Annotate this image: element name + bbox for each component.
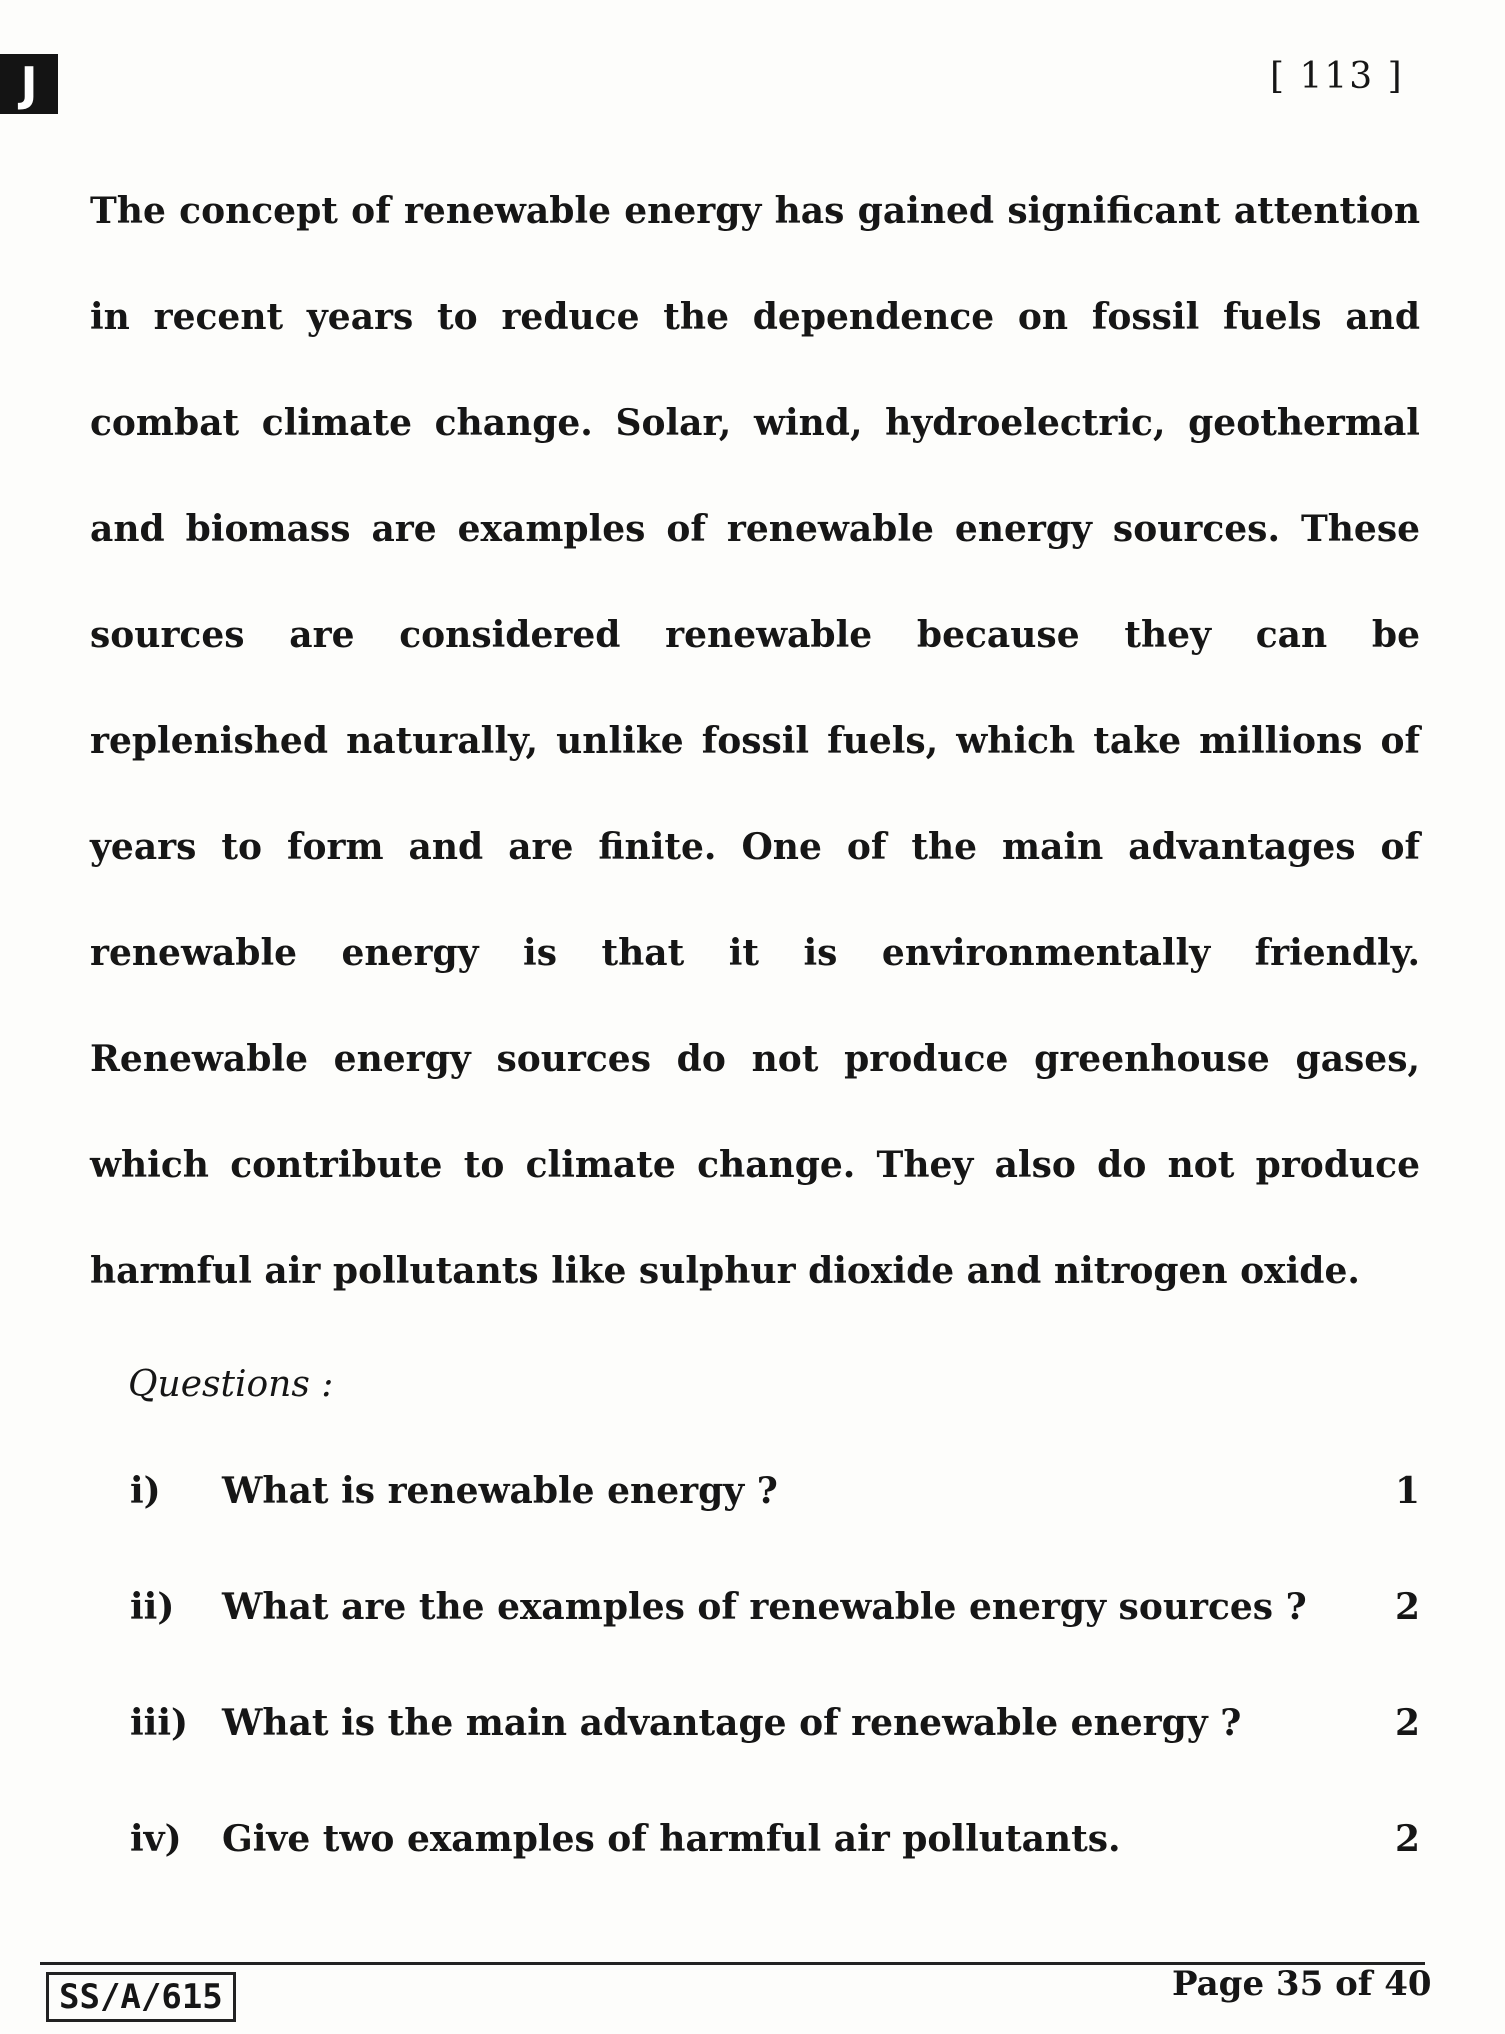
question-marks: 1 xyxy=(1394,1470,1420,1512)
question-number: i) xyxy=(130,1470,161,1512)
page-footer: Page 35 of 40 xyxy=(1172,1964,1432,2004)
question-text: What is the main advantage of renewable energy ? xyxy=(222,1702,1242,1744)
question-item xyxy=(130,1818,1420,1934)
question-text: Give two examples of harmful air pollutants. xyxy=(222,1818,1121,1860)
question-item xyxy=(130,1702,1420,1818)
questions-heading: Questions : xyxy=(128,1364,334,1405)
paper-code: SS/A/615 xyxy=(46,1972,236,2022)
page-number: [ 113 ] xyxy=(1270,56,1404,97)
question-number: ii) xyxy=(130,1586,175,1628)
question-number: iv) xyxy=(130,1818,182,1860)
question-text: What is renewable energy ? xyxy=(222,1470,778,1512)
passage: The concept of renewable energy has gained significant attention in recent years to reduce the dependence on fossil fuels and combat climate change. Solar, wind, hydroelectric, geothermal and biomass are examples of renewable energy sources. These sources are considered renewable because they can be replenished naturally, unlike fossil fuels, which take millions of years to form and are finite. One of the main advantages of renewable energy is that it is environmentally friendly. Renewable energy sources do not produce greenhouse gases, which contribute to climate change. They also do not produce harmful air pollutants like sulphur dioxide and nitrogen oxide. xyxy=(90,190,1420,1292)
question-text: What are the examples of renewable energy sources ? xyxy=(222,1586,1307,1628)
question-item xyxy=(130,1586,1420,1702)
question-list xyxy=(130,1470,1420,1934)
question-marks: 2 xyxy=(1394,1702,1420,1744)
question-marks: 2 xyxy=(1394,1818,1420,1860)
question-item xyxy=(130,1470,1420,1586)
question-number: iii) xyxy=(130,1702,189,1744)
question-marks: 2 xyxy=(1394,1586,1420,1628)
corner-mark: J xyxy=(0,54,58,114)
